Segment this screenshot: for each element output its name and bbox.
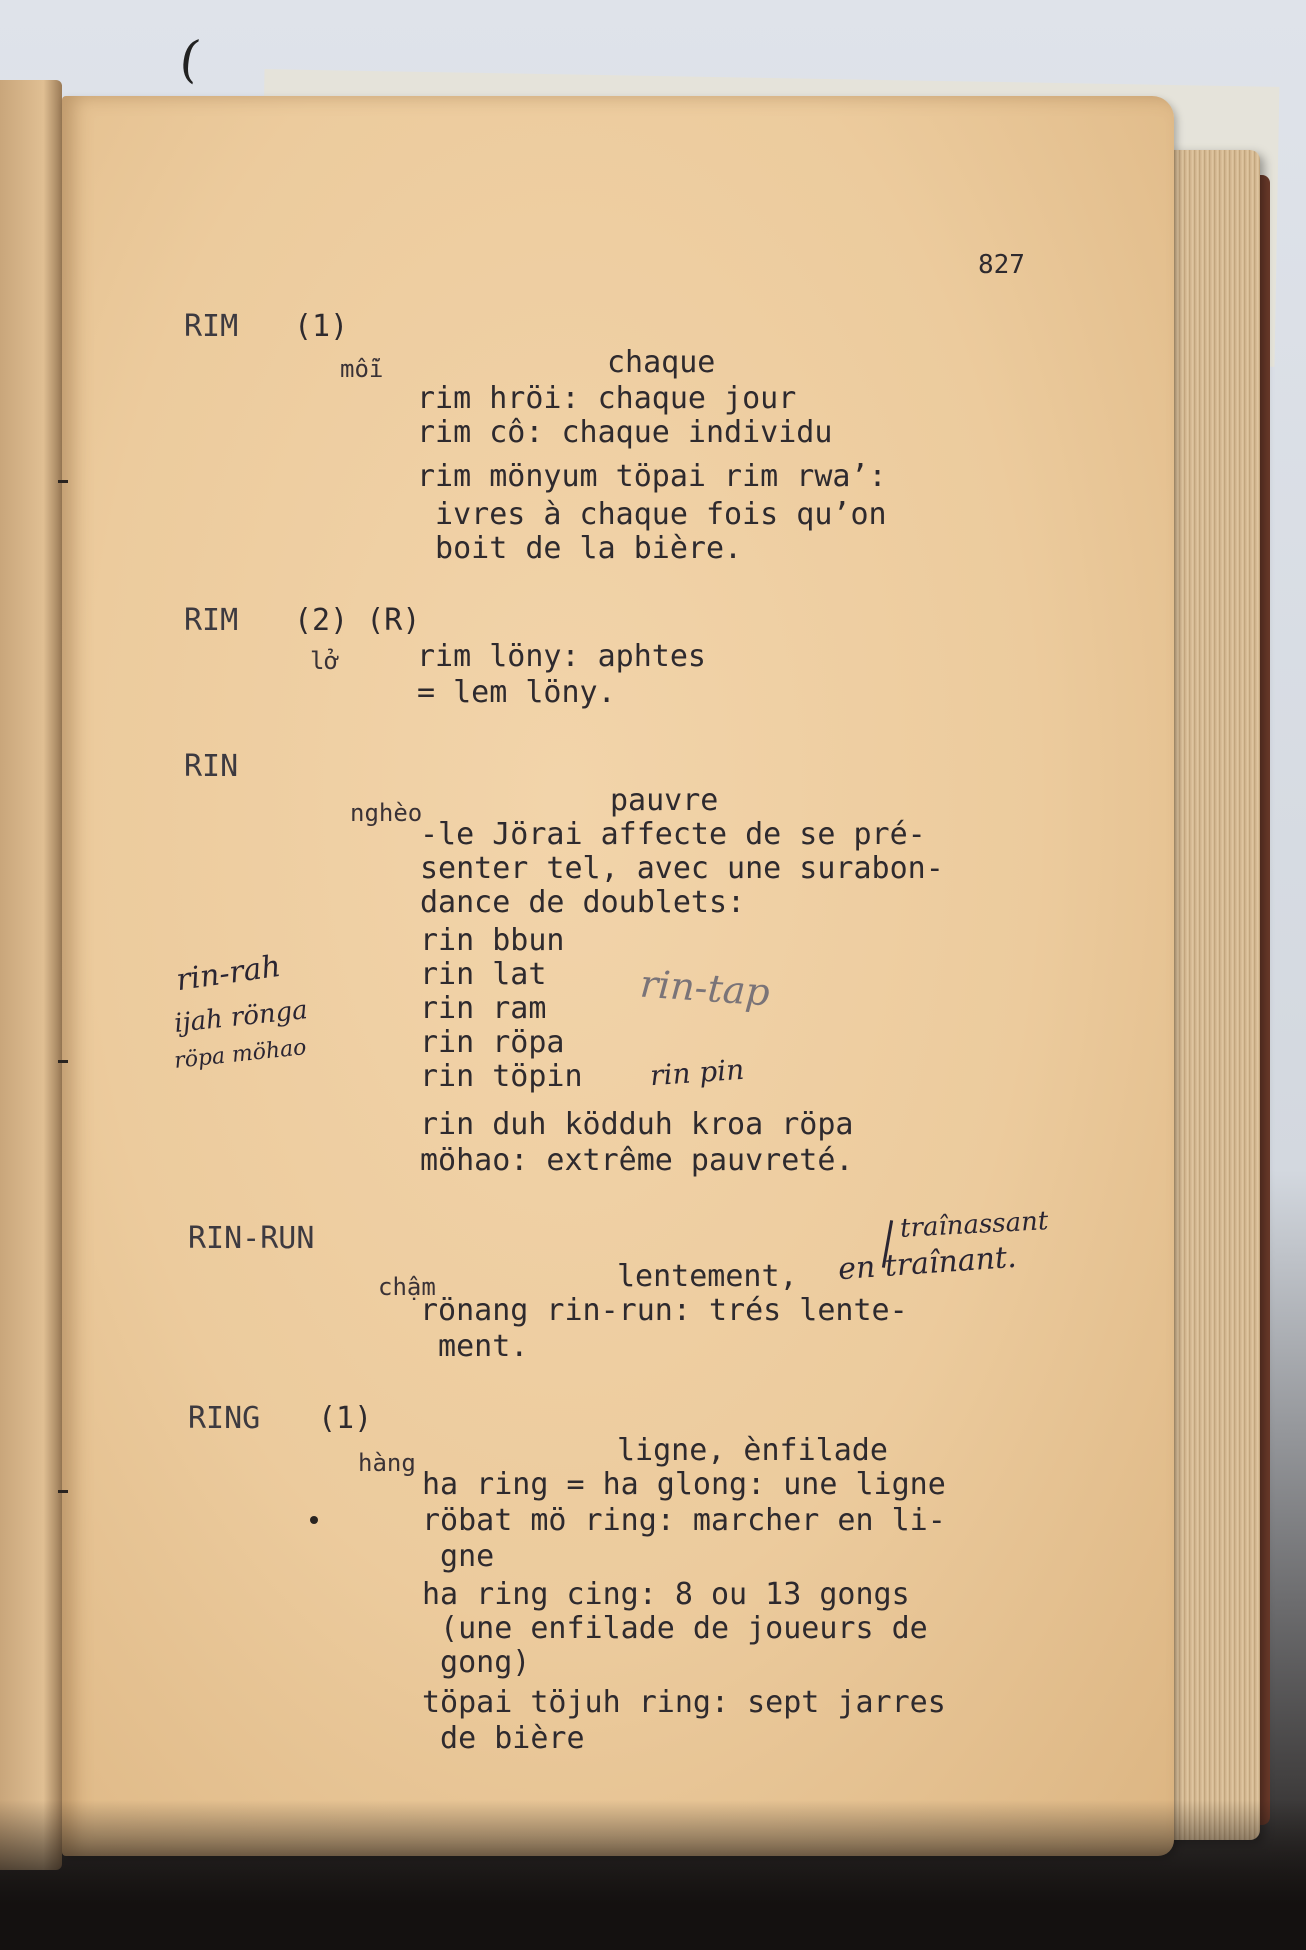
example-line: rim löny: aphtes — [417, 639, 706, 674]
example-line: rim hröi: chaque jour — [417, 381, 797, 416]
doublet-line: rin röpa — [420, 1025, 565, 1060]
example-line: rönang rin-run: trés lente- — [420, 1293, 908, 1328]
french-gloss: lentement, — [617, 1259, 798, 1294]
handwritten-note: en traînant. — [836, 1239, 1018, 1288]
example-line: = lem löny. — [417, 675, 616, 710]
handwritten-note: röpa möhao — [173, 1035, 308, 1074]
handwritten-note: ijah rönga — [172, 995, 310, 1039]
french-gloss: pauvre — [610, 783, 719, 818]
example-line: gne — [422, 1539, 495, 1574]
sense-number: (1) — [318, 1401, 373, 1436]
example-line: de bière — [422, 1721, 585, 1756]
book-page — [62, 96, 1174, 1856]
bottom-shadow — [0, 1800, 1306, 1950]
gutter-tick — [58, 480, 68, 483]
headword: RIN — [184, 749, 239, 784]
page-number: 827 — [978, 250, 1025, 280]
doublet-line: rin lat — [420, 957, 547, 992]
french-gloss: chaque — [607, 345, 716, 380]
example-line: ivres à chaque fois qu’on — [417, 497, 887, 532]
example-line: (une enfilade de joueurs de — [422, 1611, 928, 1646]
handwritten-note: traînassant — [899, 1206, 1050, 1244]
ink-dot — [310, 1516, 318, 1524]
example-line: rin duh ködduh kroa röpa — [420, 1107, 854, 1142]
sense-number: (1) — [294, 309, 349, 344]
vietnamese-equivalent: mỗi — [340, 355, 384, 383]
example-line: möhao: extrême pauvreté. — [420, 1143, 854, 1178]
doublet-line: rin töpin — [420, 1059, 583, 1094]
doublet-line: rin bbun — [420, 923, 565, 958]
headword: RING — [188, 1401, 261, 1436]
example-line: -le Jörai affecte de se pré- — [420, 817, 926, 852]
headword: RIM — [184, 309, 239, 344]
handwritten-note: rin-rah — [174, 948, 283, 999]
gutter-tick — [58, 1490, 68, 1493]
example-line: ment. — [420, 1329, 529, 1364]
example-line: töpai töjuh ring: sept jarres — [422, 1685, 946, 1720]
pen-mark: ( — [176, 28, 204, 90]
left-page-edge — [0, 80, 62, 1870]
example-line: boit de la bière. — [417, 531, 743, 566]
example-line: röbat mö ring: marcher en li- — [422, 1503, 946, 1538]
vietnamese-equivalent: chậm — [378, 1273, 436, 1301]
french-gloss: ligne, ènfilade — [617, 1433, 888, 1468]
sense-number: (2) (R) — [294, 603, 421, 638]
vietnamese-equivalent: hàng — [358, 1449, 416, 1477]
gutter-tick — [58, 1060, 68, 1063]
example-line: senter tel, avec une surabon- — [420, 851, 944, 886]
pencil-note: rin-tap — [638, 961, 772, 1015]
example-line: gong) — [422, 1645, 531, 1680]
vietnamese-equivalent: lở — [310, 647, 339, 675]
handwritten-note: rin pin — [648, 1052, 746, 1093]
doublet-line: rin ram — [420, 991, 547, 1026]
vietnamese-equivalent: nghèo — [350, 799, 423, 827]
example-line: rim mönyum töpai rim rwa’: — [417, 459, 887, 494]
example-line: dance de doublets: — [420, 885, 746, 920]
example-line: rim cô: chaque individu — [417, 415, 833, 450]
example-line: ha ring cing: 8 ou 13 gongs — [422, 1577, 910, 1612]
example-line: ha ring = ha glong: une ligne — [422, 1467, 946, 1502]
headword: RIN-RUN — [188, 1221, 315, 1256]
headword: RIM — [184, 603, 239, 638]
